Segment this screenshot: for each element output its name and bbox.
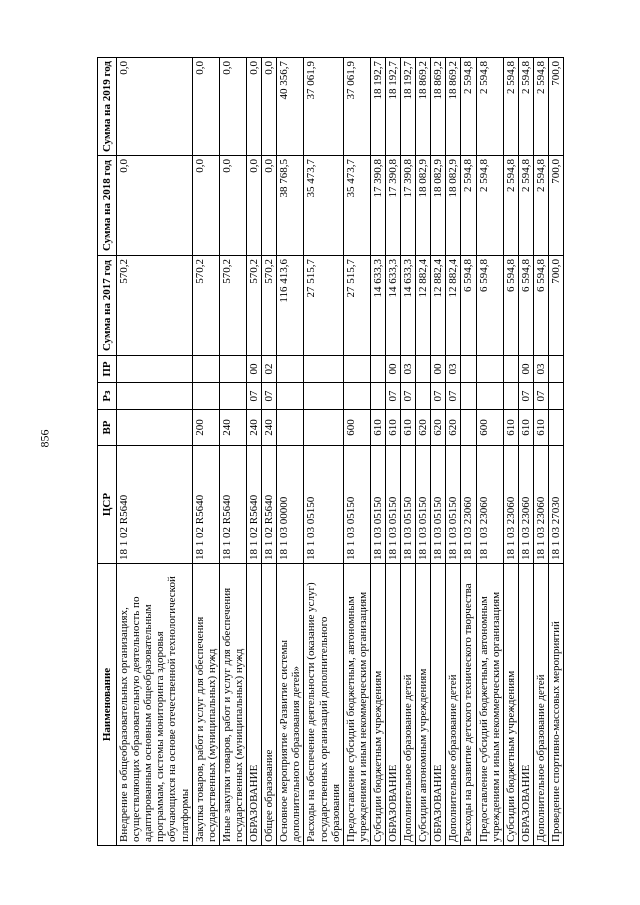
cell-sum-2018: 0,0 [262,156,277,256]
table-row [549,58,564,846]
cell-vr: 610 [533,410,548,446]
cell-sum-2017: 6 594,8 [503,256,518,356]
cell-sum-2018: 2 594,8 [476,156,503,256]
header-sum-2018: Сумма на 2018 год [98,156,117,256]
cell-pr: 03 [446,356,461,383]
table-row [370,58,385,846]
cell-sum-2018: 18 082,9 [416,156,431,256]
cell-name: Иные закупки товаров, работ и услуг для обеспечения государственных (муниципальных) нужд [219,564,246,846]
table-row [219,58,246,846]
cell-sum-2017: 6 594,8 [461,256,476,356]
cell-sum-2018: 35 473,7 [343,156,370,256]
header-rz: Рз [98,383,117,410]
cell-sum-2019: 0,0 [117,58,193,156]
cell-sum-2018: 18 082,9 [431,156,446,256]
table-row [343,58,370,846]
cell-sum-2017: 12 882,4 [431,256,446,356]
cell-sum-2017: 570,2 [117,256,193,356]
cell-vr: 620 [431,410,446,446]
cell-csr: 18 1 03 05150 [416,446,431,564]
cell-vr: 600 [476,410,503,446]
cell-sum-2019: 18 869,2 [446,58,461,156]
cell-name: ОБРАЗОВАНИЕ [385,564,400,846]
cell-vr: 240 [247,410,262,446]
cell-csr: 18 1 02 R5640 [219,446,246,564]
cell-rz [503,383,518,410]
table-row [304,58,343,846]
cell-sum-2018: 38 768,5 [277,156,304,256]
cell-sum-2018: 0,0 [117,156,193,256]
cell-vr: 610 [518,410,533,446]
cell-rz [117,383,193,410]
cell-name: Расходы на обеспечение деятельности (оказание услуг) государственных организаций дополнительного образования [304,564,343,846]
cell-name: Основное мероприятие «Развитие системы дополнительного образования детей» [277,564,304,846]
cell-sum-2018: 2 594,8 [503,156,518,256]
cell-pr [476,356,503,383]
cell-csr: 18 1 03 05150 [385,446,400,564]
cell-name: Субсидии бюджетным учреждениям [370,564,385,846]
cell-pr: 00 [431,356,446,383]
cell-rz [549,383,564,410]
cell-name: Субсидии бюджетным учреждениям [503,564,518,846]
table-row [446,58,461,846]
cell-sum-2019: 0,0 [247,58,262,156]
cell-pr [304,356,343,383]
cell-rz [476,383,503,410]
cell-sum-2018: 17 390,8 [385,156,400,256]
cell-csr: 18 1 03 23060 [518,446,533,564]
cell-sum-2017: 12 882,4 [416,256,431,356]
cell-sum-2018: 700,0 [549,156,564,256]
cell-rz [192,383,219,410]
cell-sum-2019: 37 061,9 [304,58,343,156]
table-row [401,58,416,846]
cell-vr [304,410,343,446]
cell-sum-2019: 2 594,8 [476,58,503,156]
cell-pr [370,356,385,383]
cell-name: Общее образование [262,564,277,846]
cell-sum-2017: 27 515,7 [304,256,343,356]
cell-vr [117,410,193,446]
cell-rz [461,383,476,410]
table-row [416,58,431,846]
cell-sum-2019: 18 869,2 [431,58,446,156]
cell-sum-2017: 6 594,8 [476,256,503,356]
cell-sum-2017: 12 882,4 [446,256,461,356]
cell-name: Предоставление субсидий бюджетным, автономным учреждениям и иным некоммерческим организациям [476,564,503,846]
cell-csr: 18 1 03 23060 [461,446,476,564]
header-pr: ПР [98,356,117,383]
cell-vr: 600 [343,410,370,446]
cell-rz: 07 [518,383,533,410]
cell-vr: 610 [385,410,400,446]
cell-name: Дополнительное образование детей [446,564,461,846]
budget-table [97,57,564,846]
table-row [247,58,262,846]
cell-sum-2019: 700,0 [549,58,564,156]
cell-sum-2019: 18 192,7 [385,58,400,156]
cell-sum-2019: 0,0 [192,58,219,156]
cell-sum-2017: 570,2 [192,256,219,356]
cell-pr: 00 [518,356,533,383]
cell-csr: 18 1 02 R5640 [247,446,262,564]
cell-rz: 07 [247,383,262,410]
cell-vr [549,410,564,446]
cell-sum-2019: 18 192,7 [370,58,385,156]
cell-csr: 18 1 02 R5640 [117,446,193,564]
cell-rz: 07 [431,383,446,410]
cell-sum-2017: 14 633,3 [385,256,400,356]
cell-name: Внедрение в общеобразовательных организациях, осуществляющих образовательную деятельность по адаптированным основным общеобразовательным программам, системы мониторинга здоровья обучающихся на основе отечественной технологической платформы [117,564,193,846]
cell-sum-2017: 570,2 [219,256,246,356]
cell-name: ОБРАЗОВАНИЕ [518,564,533,846]
cell-pr [503,356,518,383]
cell-name: Предоставление субсидий бюджетным, автономным учреждениям и иным некоммерческим организациям [343,564,370,846]
cell-pr [343,356,370,383]
cell-sum-2018: 17 390,8 [401,156,416,256]
table-row [533,58,548,846]
cell-name: Проведение спортивно-массовых мероприятий [549,564,564,846]
table-row [277,58,304,846]
cell-pr [461,356,476,383]
cell-sum-2019: 2 594,8 [518,58,533,156]
cell-sum-2019: 0,0 [262,58,277,156]
cell-name: Расходы на развитие детского технического творчества [461,564,476,846]
table-body [117,58,564,846]
rotated-page-content [97,58,570,846]
cell-csr: 18 1 03 27030 [549,446,564,564]
cell-csr: 18 1 03 05150 [370,446,385,564]
cell-sum-2018: 2 594,8 [533,156,548,256]
cell-sum-2017: 570,2 [262,256,277,356]
cell-sum-2019: 18 869,2 [416,58,431,156]
cell-csr: 18 1 03 00000 [277,446,304,564]
cell-vr: 610 [401,410,416,446]
cell-sum-2018: 0,0 [219,156,246,256]
cell-rz [277,383,304,410]
cell-rz [343,383,370,410]
cell-sum-2019: 0,0 [219,58,246,156]
cell-pr [549,356,564,383]
cell-vr: 240 [262,410,277,446]
cell-name: ОБРАЗОВАНИЕ [247,564,262,846]
cell-csr: 18 1 03 23060 [476,446,503,564]
header-name: Наименование [98,564,117,846]
cell-name: Дополнительное образование детей [533,564,548,846]
cell-pr: 03 [401,356,416,383]
table-row [431,58,446,846]
page-number: 856 [37,429,52,448]
cell-sum-2017: 27 515,7 [343,256,370,356]
table-row [461,58,476,846]
cell-vr: 240 [219,410,246,446]
cell-pr [192,356,219,383]
cell-sum-2019: 18 192,7 [401,58,416,156]
cell-vr: 620 [446,410,461,446]
cell-pr: 03 [533,356,548,383]
cell-rz [370,383,385,410]
cell-sum-2018: 18 082,9 [446,156,461,256]
cell-csr: 18 1 02 R5640 [192,446,219,564]
header-sum-2017: Сумма на 2017 год [98,256,117,356]
cell-sum-2017: 14 633,3 [401,256,416,356]
header-sum-2019: Сумма на 2019 год [98,58,117,156]
cell-sum-2019: 37 061,9 [343,58,370,156]
cell-sum-2019: 2 594,8 [533,58,548,156]
cell-csr: 18 1 03 05150 [343,446,370,564]
cell-csr: 18 1 03 23060 [503,446,518,564]
cell-sum-2017: 14 633,3 [370,256,385,356]
cell-rz: 07 [401,383,416,410]
cell-pr [117,356,193,383]
cell-name: ОБРАЗОВАНИЕ [431,564,446,846]
cell-sum-2018: 35 473,7 [304,156,343,256]
cell-sum-2018: 2 594,8 [518,156,533,256]
cell-name: Субсидии автономным учреждениям [416,564,431,846]
table-row [476,58,503,846]
cell-rz: 07 [533,383,548,410]
cell-vr [277,410,304,446]
cell-vr: 610 [503,410,518,446]
cell-pr: 02 [262,356,277,383]
cell-sum-2017: 6 594,8 [518,256,533,356]
cell-rz: 07 [446,383,461,410]
cell-csr: 18 1 03 05150 [401,446,416,564]
cell-pr: 00 [247,356,262,383]
cell-csr: 18 1 03 23060 [533,446,548,564]
cell-vr: 200 [192,410,219,446]
table-row [192,58,219,846]
cell-pr: 00 [385,356,400,383]
cell-sum-2019: 2 594,8 [461,58,476,156]
table-row [503,58,518,846]
header-vr: ВР [98,410,117,446]
header-csr: ЦСР [98,446,117,564]
cell-sum-2017: 116 413,6 [277,256,304,356]
cell-pr [277,356,304,383]
cell-sum-2018: 2 594,8 [461,156,476,256]
table-row [518,58,533,846]
cell-rz [304,383,343,410]
cell-sum-2019: 2 594,8 [503,58,518,156]
cell-sum-2017: 6 594,8 [533,256,548,356]
table-row [262,58,277,846]
table-row [385,58,400,846]
cell-sum-2018: 0,0 [247,156,262,256]
cell-rz [219,383,246,410]
cell-sum-2018: 0,0 [192,156,219,256]
cell-sum-2017: 700,0 [549,256,564,356]
cell-csr: 18 1 02 R5640 [262,446,277,564]
cell-pr [219,356,246,383]
cell-csr: 18 1 03 05150 [304,446,343,564]
cell-sum-2017: 570,2 [247,256,262,356]
cell-sum-2018: 17 390,8 [370,156,385,256]
cell-pr [416,356,431,383]
cell-vr: 620 [416,410,431,446]
cell-name: Закупка товаров, работ и услуг для обеспечения государственных (муниципальных) нужд [192,564,219,846]
cell-vr: 610 [370,410,385,446]
cell-name: Дополнительное образование детей [401,564,416,846]
cell-csr: 18 1 03 05150 [446,446,461,564]
table-header-row [98,58,117,846]
cell-rz [416,383,431,410]
cell-vr [461,410,476,446]
cell-rz: 07 [262,383,277,410]
table-row [117,58,193,846]
cell-sum-2019: 40 356,7 [277,58,304,156]
cell-csr: 18 1 03 05150 [431,446,446,564]
cell-rz: 07 [385,383,400,410]
